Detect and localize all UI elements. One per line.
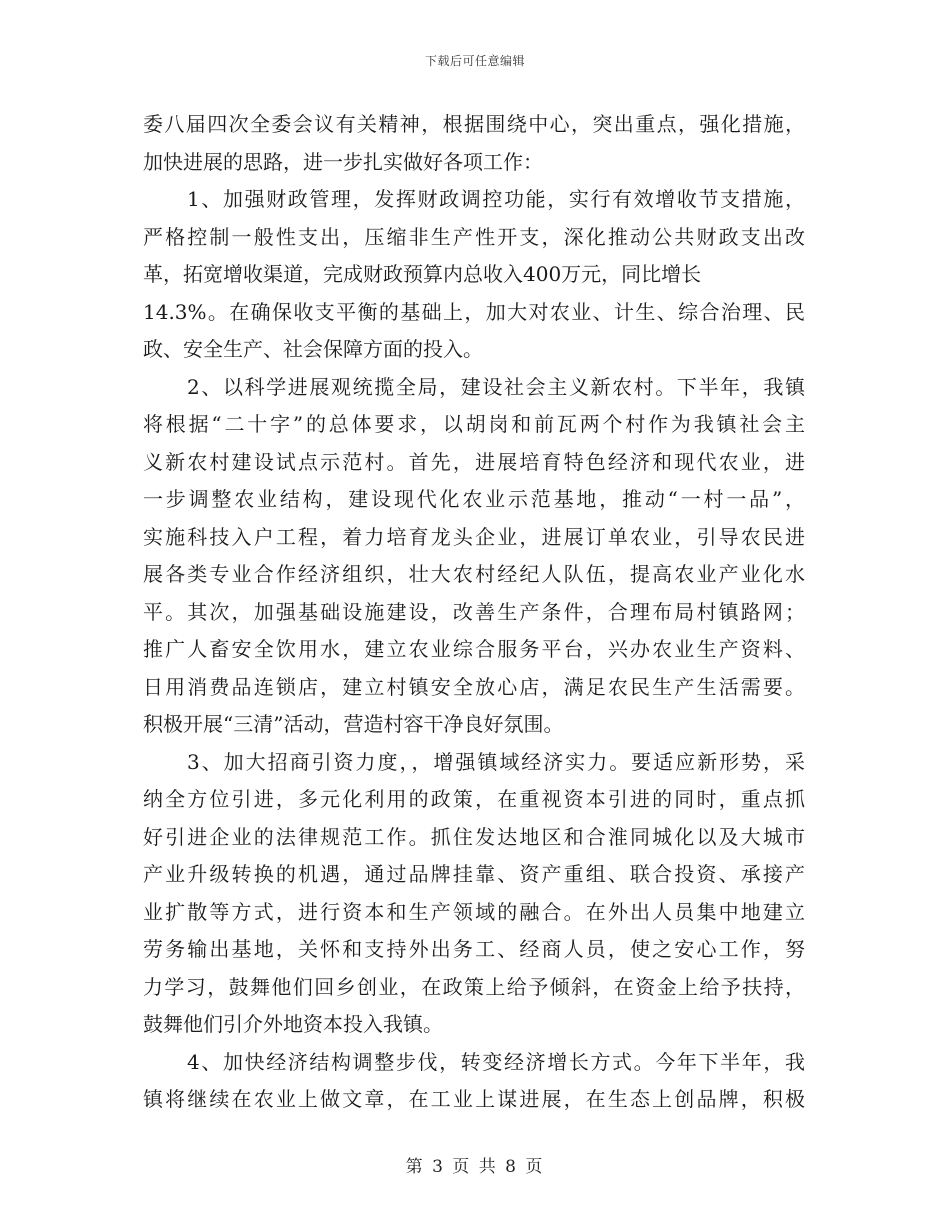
text-line: 2、以科学进展观统揽全局，建设社会主义新农村。下半年，我镇 bbox=[187, 374, 805, 399]
text-line: 鼓舞他们引介外地资本投入我镇。 bbox=[143, 1012, 443, 1036]
text-line: 业扩散等方式，进行资本和生产领域的融合。在外出人员集中地建立 bbox=[143, 899, 805, 924]
text-line: 纳全方位引进，多元化利用的政策，在重视资本引进的同时，重点抓 bbox=[143, 787, 805, 811]
text-line: 好引进企业的法律规范工作。抓住发达地区和合淮同城化以及大城市 bbox=[143, 824, 805, 849]
text-line: 将根据“二十字”的总体要求，以胡岗和前瓦两个村作为我镇社会主 bbox=[143, 412, 805, 436]
text-line: 义新农村建设试点示范村。首先，进展培育特色经济和现代农业，进 bbox=[143, 449, 805, 474]
text-line: 委八届四次全委会议有关精神，根据围绕中心，突出重点，强化措施， bbox=[143, 112, 805, 136]
text-line: 1、加强财政管理，发挥财政调控功能，实行有效增收节支措施， bbox=[187, 187, 805, 211]
text-line: 14.3%。在确保收支平衡的基础上，加大对农业、计生、综合治理、民 bbox=[143, 299, 805, 324]
text-line: 严格控制一般性支出，压缩非生产性开支，深化推动公共财政支出改 bbox=[143, 224, 805, 249]
text-line: 4、加快经济结构调整步伐，转变经济增长方式。今年下半年，我 bbox=[187, 1049, 805, 1074]
page-number: 第 3 页 共 8 页 bbox=[405, 1157, 545, 1177]
text-line: 3、加大招商引资力度，，增强镇域经济实力。要适应新形势，采 bbox=[187, 749, 805, 774]
text-line: 力学习，鼓舞他们回乡创业，在政策上给予倾斜，在资金上给予扶持， bbox=[143, 974, 805, 999]
text-line: 加快进展的思路，进一步扎实做好各项工作： bbox=[143, 149, 543, 174]
text-line: 推广人畜安全饮用水，建立农业综合服务平台，兴办农业生产资料、 bbox=[143, 637, 805, 661]
text-line: 积极开展“三清”活动，营造村容干净良好氛围。 bbox=[143, 712, 564, 736]
header-note: 下载后可任意编辑 bbox=[424, 54, 525, 68]
text-line: 劳务输出基地，关怀和支持外出务工、经商人员，使之安心工作，努 bbox=[143, 937, 805, 961]
text-line: 实施科技入户工程，着力培育龙头企业，进展订单农业，引导农民进 bbox=[143, 524, 805, 549]
text-line: 一步调整农业结构，建设现代化农业示范基地，推动“一村一品”， bbox=[143, 487, 805, 511]
text-line: 产业升级转换的机遇，通过品牌挂靠、资产重组、联合投资、承接产 bbox=[143, 862, 805, 886]
text-line: 展各类专业合作经济组织，壮大农村经纪人队伍，提高农业产业化水 bbox=[143, 562, 805, 586]
text-line: 日用消费品连锁店，建立村镇安全放心店，满足农民生产生活需要。 bbox=[143, 674, 805, 699]
text-line: 镇将继续在农业上做文章，在工业上谋进展，在生态上创品牌，积极 bbox=[143, 1087, 805, 1111]
text-line: 革，拓宽增收渠道，完成财政预算内总收入400万元，同比增长 bbox=[143, 262, 702, 286]
text-line: 政、安全生产、社会保障方面的投入。 bbox=[143, 337, 483, 361]
text-line: 平。其次，加强基础设施建设，改善生产条件，合理布局村镇路网； bbox=[143, 599, 805, 624]
document-body bbox=[143, 106, 805, 1119]
